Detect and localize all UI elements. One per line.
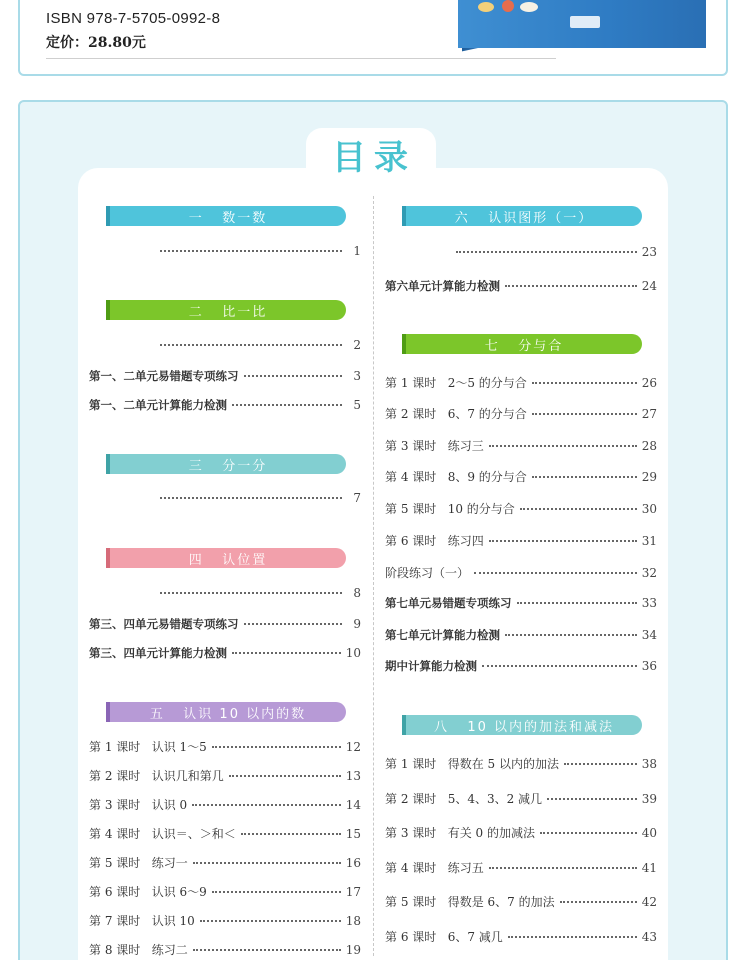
toc-page-number: 40 (641, 826, 657, 840)
toc-page-number: 32 (641, 566, 657, 580)
toc-entry[interactable] (385, 859, 657, 876)
toc-page-number: 3 (353, 369, 361, 383)
leader-dots (160, 497, 342, 499)
leader-dots (517, 602, 637, 604)
toc-page-number: 31 (641, 534, 657, 548)
toc-entry[interactable] (451, 245, 657, 259)
leader-dots (560, 901, 637, 903)
toc-page-number: 38 (641, 757, 657, 771)
toc-entry-label: 第 5 课时 练习一 (89, 856, 188, 870)
leader-dots (489, 867, 637, 869)
toc-page-number: 24 (641, 279, 657, 293)
book-info-card (18, 0, 728, 76)
toc-entry-label: 第 7 课时 认识 10 (89, 914, 195, 928)
section-header (106, 548, 346, 568)
toc-entry[interactable] (89, 645, 361, 661)
toc-page-number: 41 (641, 861, 657, 875)
toc-entry[interactable] (155, 244, 361, 258)
toc-entry[interactable] (89, 912, 361, 929)
toc-entry[interactable] (89, 854, 361, 871)
leader-dots (232, 404, 342, 406)
toc-entry[interactable] (385, 468, 657, 485)
isbn-text: ISBN 978-7-5705-0992-8 (46, 10, 221, 27)
toc-entry[interactable] (385, 278, 657, 294)
leader-dots (192, 804, 341, 806)
leader-dots (212, 746, 341, 748)
publisher-logo-icon (570, 16, 600, 28)
toc-entry[interactable] (385, 824, 657, 841)
section-header (106, 454, 346, 474)
leader-dots (160, 250, 342, 252)
toc-entry-label: 第 4 课时 练习五 (385, 861, 484, 875)
toc-page-number: 14 (345, 798, 361, 812)
toc-entry[interactable] (89, 616, 361, 632)
toc-entry-label: 第 1 课时 得数在 5 以内的加法 (385, 757, 559, 771)
section-title: 一 数一数 (188, 210, 268, 226)
toc-page-number: 36 (641, 659, 657, 673)
toc-entry[interactable] (155, 586, 361, 600)
leader-dots (547, 798, 637, 800)
toc-page-number: 18 (345, 914, 361, 928)
leader-dots (244, 623, 343, 625)
section-title: 六 认识图形（一） (454, 210, 594, 226)
leader-dots (532, 413, 637, 415)
toc-entry[interactable] (89, 397, 361, 413)
toc-entry[interactable] (385, 790, 657, 807)
leader-dots (520, 508, 637, 510)
toc-entry[interactable] (89, 796, 361, 813)
leader-dots (200, 920, 341, 922)
toc-entry-label: 第 6 课时 认识 6～9 (89, 885, 207, 899)
toc-page-number: 33 (641, 596, 657, 610)
toc-entry-label: 第 5 课时 得数是 6、7 的加法 (385, 895, 555, 909)
toc-page-number: 27 (641, 407, 657, 421)
toc-entry-label: 第 3 课时 认识 0 (89, 798, 188, 812)
section-header (106, 702, 346, 722)
leader-dots (160, 344, 342, 346)
toc-entry-label: 第三、四单元易错题专项练习 (89, 617, 239, 631)
toc-page-number: 26 (641, 376, 657, 390)
section-title: 八 10 以内的加法和减法 (433, 719, 615, 735)
toc-entry[interactable] (385, 928, 657, 945)
toc-entry[interactable] (89, 941, 361, 958)
toc-entry-label: 第一、二单元计算能力检测 (89, 398, 227, 412)
toc-page-number: 30 (641, 502, 657, 516)
toc-entry-label: 第三、四单元计算能力检测 (89, 646, 227, 660)
toc-page-number: 19 (345, 943, 361, 957)
toc-entry-label: 第 2 课时 6、7 的分与合 (385, 407, 527, 421)
column-divider (373, 196, 374, 956)
toc-entry[interactable] (385, 500, 657, 517)
toc-page-number: 5 (353, 398, 361, 412)
toc-entry-label: 第一、二单元易错题专项练习 (89, 369, 239, 383)
toc-entry[interactable] (385, 755, 657, 772)
toc-entry[interactable] (385, 564, 657, 581)
toc-entry[interactable] (385, 627, 657, 643)
toc-page-number: 29 (641, 470, 657, 484)
section-header (402, 334, 642, 354)
toc-page-number: 2 (353, 338, 361, 352)
toc-entry-label: 阶段练习（一） (385, 566, 470, 580)
toc-page-number: 23 (641, 245, 657, 259)
leader-dots (474, 572, 637, 574)
section-title: 二 比一比 (188, 304, 268, 320)
leader-dots (505, 285, 637, 287)
toc-entry[interactable] (385, 658, 657, 674)
toc-entry[interactable] (89, 883, 361, 900)
toc-entry[interactable] (385, 374, 657, 391)
toc-entry-label: 第 6 课时 练习四 (385, 534, 484, 548)
book-cover-image (458, 0, 706, 48)
toc-entry-label: 第六单元计算能力检测 (385, 279, 500, 293)
toc-entry[interactable] (385, 893, 657, 910)
toc-page-number: 7 (353, 491, 361, 505)
leader-dots (241, 833, 341, 835)
leader-dots (482, 665, 637, 667)
toc-page-number: 43 (641, 930, 657, 944)
toc-entry[interactable] (385, 532, 657, 549)
toc-entry-label: 第 8 课时 练习二 (89, 943, 188, 957)
toc-entry-label: 第 2 课时 认识几和第几 (89, 769, 224, 783)
toc-entry[interactable] (155, 338, 361, 352)
section-header (106, 300, 346, 320)
toc-entry-label: 第七单元计算能力检测 (385, 628, 500, 642)
toc-page-number: 10 (345, 646, 361, 660)
toc-entry-label: 第 5 课时 10 的分与合 (385, 502, 515, 516)
toc-entry-label: 第 4 课时 8、9 的分与合 (385, 470, 527, 484)
toc-entry-label: 第 6 课时 6、7 减几 (385, 930, 503, 944)
leader-dots (508, 936, 637, 938)
toc-entry[interactable] (89, 738, 361, 755)
toc-entry-label: 第七单元易错题专项练习 (385, 596, 512, 610)
toc-entry[interactable] (89, 825, 361, 842)
divider-line (46, 58, 556, 59)
toc-title-tab (306, 128, 436, 188)
toc-entry[interactable] (89, 368, 361, 384)
toc-page-number: 13 (345, 769, 361, 783)
leader-dots (532, 382, 637, 384)
toc-entry[interactable] (385, 405, 657, 422)
section-title: 五 认识 10 以内的数 (149, 706, 307, 722)
leader-dots (244, 375, 343, 377)
toc-page-number: 17 (345, 885, 361, 899)
toc-page-number: 34 (641, 628, 657, 642)
toc-page-number: 15 (345, 827, 361, 841)
toc-entry-label: 第 4 课时 认识＝、＞和＜ (89, 827, 236, 841)
leader-dots (540, 832, 637, 834)
toc-entry-label: 期中计算能力检测 (385, 659, 477, 673)
leader-dots (456, 251, 637, 253)
leader-dots (505, 634, 637, 636)
leader-dots (232, 652, 341, 654)
toc-page-number: 28 (641, 439, 657, 453)
section-header (402, 206, 642, 226)
toc-entry[interactable] (155, 491, 361, 505)
toc-page-number: 39 (641, 792, 657, 806)
section-title: 七 分与合 (484, 338, 564, 354)
leader-dots (489, 445, 637, 447)
toc-entry-label: 第 3 课时 练习三 (385, 439, 484, 453)
section-title: 三 分一分 (188, 458, 268, 474)
toc-entry[interactable] (89, 767, 361, 784)
toc-page-number: 16 (345, 856, 361, 870)
toc-page-number: 12 (345, 740, 361, 754)
leader-dots (564, 763, 637, 765)
leader-dots (489, 540, 637, 542)
toc-entry-label: 第 2 课时 5、4、3、2 减几 (385, 792, 543, 806)
toc-entry-label: 第 3 课时 有关 0 的加减法 (385, 826, 535, 840)
toc-entry-label: 第 1 课时 2～5 的分与合 (385, 376, 527, 390)
leader-dots (229, 775, 341, 777)
section-header (106, 206, 346, 226)
toc-page-number: 1 (353, 244, 361, 258)
leader-dots (532, 476, 637, 478)
toc-entry-label: 第 1 课时 认识 1～5 (89, 740, 207, 754)
leader-dots (160, 592, 342, 594)
section-title: 四 认位置 (188, 552, 268, 568)
toc-title: 目录 (332, 138, 416, 178)
section-header (402, 715, 642, 735)
leader-dots (193, 862, 341, 864)
price-text: 定价：28.80元 (46, 35, 146, 51)
toc-entry[interactable] (385, 437, 657, 454)
toc-page-number: 42 (641, 895, 657, 909)
leader-dots (212, 891, 341, 893)
leader-dots (193, 949, 341, 951)
toc-entry[interactable] (385, 595, 657, 611)
toc-page-number: 8 (353, 586, 361, 600)
toc-page-number: 9 (353, 617, 361, 631)
